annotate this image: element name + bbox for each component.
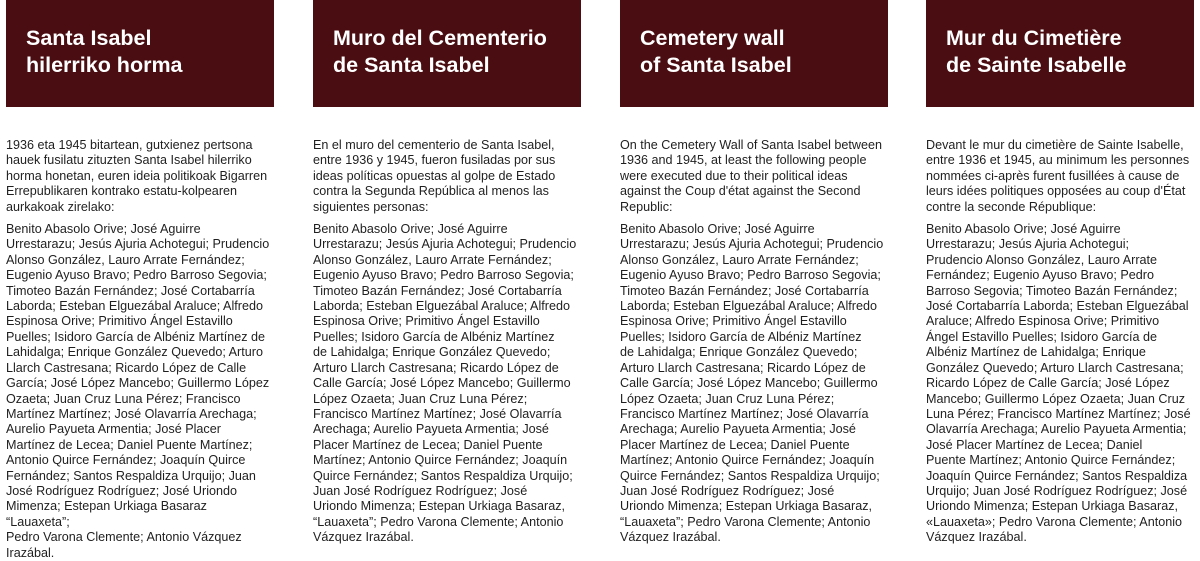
names-list: Benito Abasolo Orive; José Aguirre Urrestarazu; Jesús Ajuria Achotegui; Prudencio Alonso González, Lauro Arrate Fernández; Eugenio Ayuso Bravo; Pedro Barroso Segovia; Timoteo Bazán Fernández; José Cortabarría Laborda; Esteban Elguezábal Araluce; Alfredo Espinosa Orive; Primitivo Ángel Estavillo Puelles; Isidoro García de Albéniz Martínez de Lahidalga; Enrique González Quevedo; Arturo Llarch Castresana; Ricardo López de Calle García; José López Mancebo; Guillermo López Ozaeta; Juan Cruz Luna Pérez; Francisco Martínez Martínez; José Olavarría Arechaga; Aurelio Payueta Armentia; José Placer Martínez de Lecea; Daniel Puente Martínez; Antonio Quirce Fernández; Joaquín Quirce Fernández; Santos Respaldiza Urquijo; Juan José Rodríguez Rodríguez; José Uriondo Mimenza; Estepan Urkiaga Basaraz “Lauaxeta”; Pedro Varona Clemente; Antonio Vázquez Irazábal. <box>6 222 270 560</box>
column-title: Muro del Cementerio de Santa Isabel <box>333 26 547 77</box>
column-basque <box>6 0 274 561</box>
column-title: Santa Isabel hilerriko horma <box>26 26 183 77</box>
column-title: Mur du Cimetière de Sainte Isabelle <box>946 26 1127 77</box>
intro-paragraph: Devant le mur du cimetière de Sainte Isabelle, entre 1936 et 1945, au minimum les personnes nommées ci-après furent fusillées à cause de leurs idées politiques opposées au coup d'État contre la seconde République: <box>926 138 1190 214</box>
title-banner <box>620 0 888 107</box>
title-banner <box>313 0 581 107</box>
names-list: Benito Abasolo Orive; José Aguirre Urrestarazu; Jesús Ajuria Achotegui; Prudencio Alonso González, Lauro Arrate Fernández; Eugenio Ayuso Bravo; Pedro Barroso Segovia; Timoteo Bazán Fernández; José Cortabarría Laborda; Esteban Elguezábal Araluce; Alfredo Espinosa Orive; Primitivo Ángel Estavillo Puelles; Isidoro García de Albéniz Martínez de Lahidalga; Enrique González Quevedo; Arturo Llarch Castresana; Ricardo López de Calle García; José López Mancebo; Guillermo López Ozaeta; Juan Cruz Luna Pérez; Francisco Martínez Martínez; José Olavarría Arechaga; Aurelio Payueta Armentia; José Placer Martínez de Lecea; Daniel Puente Martínez; Antonio Quirce Fernández; Joaquín Quirce Fernández; Santos Respaldiza Urquijo; Juan José Rodríguez Rodríguez; José Uriondo Mimenza; Estepan Urkiaga Basaraz, “Lauaxeta”; Pedro Varona Clemente; Antonio Vázquez Irazábal. <box>313 222 577 545</box>
intro-paragraph: On the Cemetery Wall of Santa Isabel between 1936 and 1945, at least the following people were executed due to their political ideas against the Coup d'état against the Second Republic: <box>620 138 883 214</box>
title-banner <box>926 0 1194 107</box>
column-french <box>926 0 1194 546</box>
names-list: Benito Abasolo Orive; José Aguirre Urrestarazu; Jesús Ajuria Achotegui; Prudencio Alonso González, Lauro Arrate Fernández; Eugenio Ayuso Bravo; Pedro Barroso Segovia; Timoteo Bazán Fernández; José Cortabarría Laborda; Esteban Elguezábal Araluce; Alfredo Espinosa Orive; Primitivo Ángel Estavillo Puelles; Isidoro García de Albéniz Martínez de Lahidalga; Enrique González Quevedo; Arturo Llarch Castresana; Ricardo López de Calle García; José López Mancebo; Guillermo López Ozaeta; Juan Cruz Luna Pérez; Francisco Martínez Martínez; José Olavarría Arechaga; Aurelio Payueta Armentia; José Placer Martínez de Lecea; Daniel Puente Martínez; Antonio Quirce Fernández; Joaquín Quirce Fernández; Santos Respaldiza Urquijo; Juan José Rodríguez Rodríguez; José Uriondo Mimenza; Estepan Urkiaga Basaraz, «Lauaxeta»; Pedro Varona Clemente; Antonio Vázquez Irazábal. <box>926 222 1191 545</box>
names-list: Benito Abasolo Orive; José Aguirre Urrestarazu; Jesús Ajuria Achotegui; Prudencio Alonso González, Lauro Arrate Fernández; Eugenio Ayuso Bravo; Pedro Barroso Segovia; Timoteo Bazán Fernández; José Cortabarría Laborda; Esteban Elguezábal Araluce; Alfredo Espinosa Orive; Primitivo Ángel Estavillo Puelles; Isidoro García de Albéniz Martínez de Lahidalga; Enrique González Quevedo; Arturo Llarch Castresana; Ricardo López de Calle García; José López Mancebo; Guillermo López Ozaeta; Juan Cruz Luna Pérez; Francisco Martínez Martínez; José Olavarría Arechaga; Aurelio Payueta Armentia; José Placer Martínez de Lecea; Daniel Puente Martínez; Antonio Quirce Fernández; Joaquín Quirce Fernández; Santos Respaldiza Urquijo; Juan José Rodríguez Rodríguez; José Uriondo Mimenza; Estepan Urkiaga Basaraz, “Lauaxeta”; Pedro Varona Clemente; Antonio Vázquez Irazábal. <box>620 222 884 545</box>
intro-paragraph: En el muro del cementerio de Santa Isabel, entre 1936 y 1945, fueron fusiladas por sus ideas políticas opuestas al golpe de Estado contra la Segunda República al menos las siguientes personas: <box>313 138 556 214</box>
column-spanish <box>313 0 581 546</box>
title-banner <box>6 0 274 107</box>
column-english <box>620 0 888 546</box>
intro-paragraph: 1936 eta 1945 bitartean, gutxienez pertsona hauek fusilatu zituzten Santa Isabel hilerriko horma honetan, euren ideia politikoak Bigarren Errepublikaren kontrako estatu-kolpearen aurkakoak zirelako: <box>6 138 268 214</box>
column-title: Cemetery wall of Santa Isabel <box>640 26 792 77</box>
